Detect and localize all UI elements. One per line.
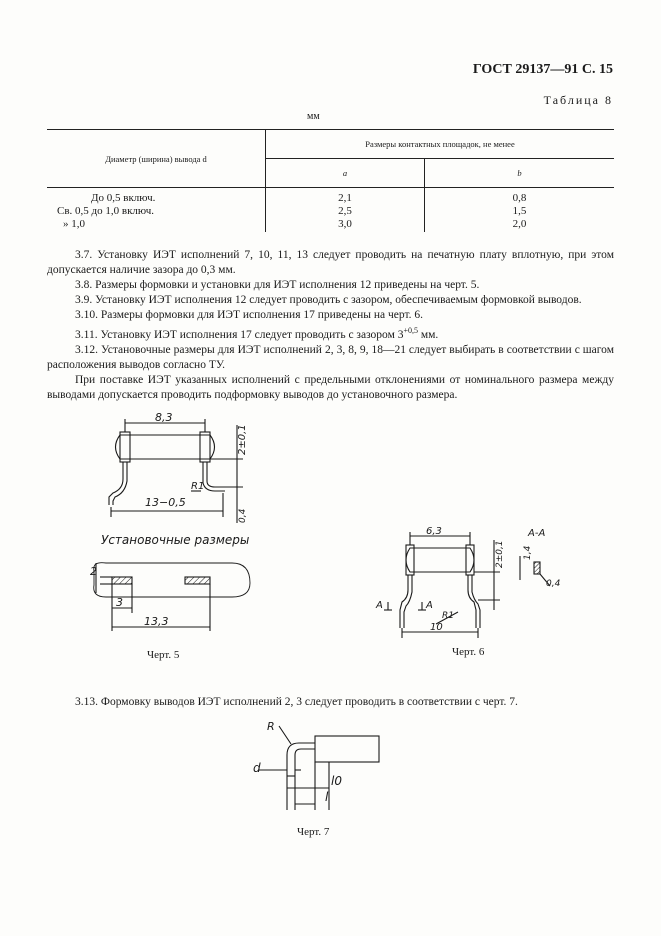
para-note: При поставке ИЭТ указанных исполнений с предельными отклонениями от номинального размера между выводами допускается проводить подформовку выводов до установочного размера.: [47, 373, 614, 401]
col-a-header: a: [266, 159, 425, 188]
fig7-caption: Черт. 7: [297, 826, 330, 838]
svg-text:2: 2: [90, 565, 97, 578]
fig5-drawing: [95, 405, 265, 525]
svg-text:0,4: 0,4: [238, 508, 248, 523]
body-text: [47, 248, 614, 403]
svg-text:2±0,1: 2±0,1: [237, 424, 248, 455]
svg-text:l: l: [325, 790, 329, 804]
svg-text:2±0,1: 2±0,1: [495, 540, 505, 568]
col-b-header: b: [425, 159, 615, 188]
fig7-drawing: [245, 718, 390, 818]
col-diameter-header: Диаметр (ширина) вывода d: [47, 130, 266, 188]
table-unit: мм: [307, 111, 320, 122]
para-3-7: 3.7. Установку ИЭТ исполнений 7, 10, 11, 13 следует проводить на печатную плату вплотную, при этом допускается наличие зазора до 0,3 мм.: [47, 249, 614, 276]
col-pad-group-header: Размеры контактных площадок, не менее: [266, 130, 615, 159]
svg-text:3: 3: [116, 596, 123, 609]
para-3-9: 3.9. Установку ИЭТ исполнения 12 следует проводить с зазором, обеспечиваемым формовкой выводов.: [75, 294, 582, 306]
svg-text:l0: l0: [331, 774, 342, 788]
fig6-caption: Черт. 6: [452, 646, 485, 658]
para-3-8: 3.8. Размеры формовки и установки для ИЭТ исполнения 12 приведены на черт. 5.: [75, 279, 480, 291]
table-row: До 0,5 включ. 2,1 0,8: [47, 188, 614, 205]
svg-text:13−0,5: 13−0,5: [145, 496, 186, 509]
fig5-pads-drawing: [82, 553, 262, 633]
fig5-caption: Черт. 5: [147, 649, 180, 661]
para-3-13: 3.13. Формовку выводов ИЭТ исполнений 2, 3 следует проводить в соответствии с черт. 7.: [75, 696, 518, 708]
para-3-12: 3.12. Установочные размеры для ИЭТ исполнений 2, 3, 8, 9, 18—21 следует выбирать в соответствии с шагом расположения выводов согласно ТУ.: [47, 343, 614, 371]
svg-text:R1: R1: [442, 611, 454, 621]
svg-text:А: А: [426, 600, 433, 611]
svg-text:1,4: 1,4: [523, 545, 533, 560]
fig6-drawing: [370, 520, 570, 640]
svg-text:13,3: 13,3: [144, 615, 169, 628]
fig5-subtitle: Установочные размеры: [101, 533, 250, 547]
svg-text:R1: R1: [191, 481, 205, 492]
para-3-10: 3.10. Размеры формовки для ИЭТ исполнения 17 приведены на черт. 6.: [75, 309, 423, 321]
svg-text:R: R: [267, 720, 275, 733]
svg-text:А-А: А-А: [528, 528, 546, 539]
table-row: Св. 0,5 до 1,0 включ. 2,5 1,5: [47, 204, 614, 217]
page-header: ГОСТ 29137—91 С. 15: [472, 62, 613, 77]
svg-text:А: А: [376, 600, 383, 611]
svg-text:10: 10: [430, 622, 443, 633]
svg-text:0,4: 0,4: [546, 579, 561, 589]
table-label: Таблица 8: [543, 93, 613, 107]
table-8: [47, 129, 614, 232]
svg-text:6,3: 6,3: [426, 526, 442, 537]
para-3-11: 3.11. Установку ИЭТ исполнения 17 следует проводить с зазором $3^{+0,5}$ мм.: [75, 326, 439, 341]
table-row: » 1,0 3,0 2,0: [47, 217, 614, 232]
svg-text:d: d: [253, 761, 261, 775]
svg-text:8,3: 8,3: [155, 411, 173, 424]
